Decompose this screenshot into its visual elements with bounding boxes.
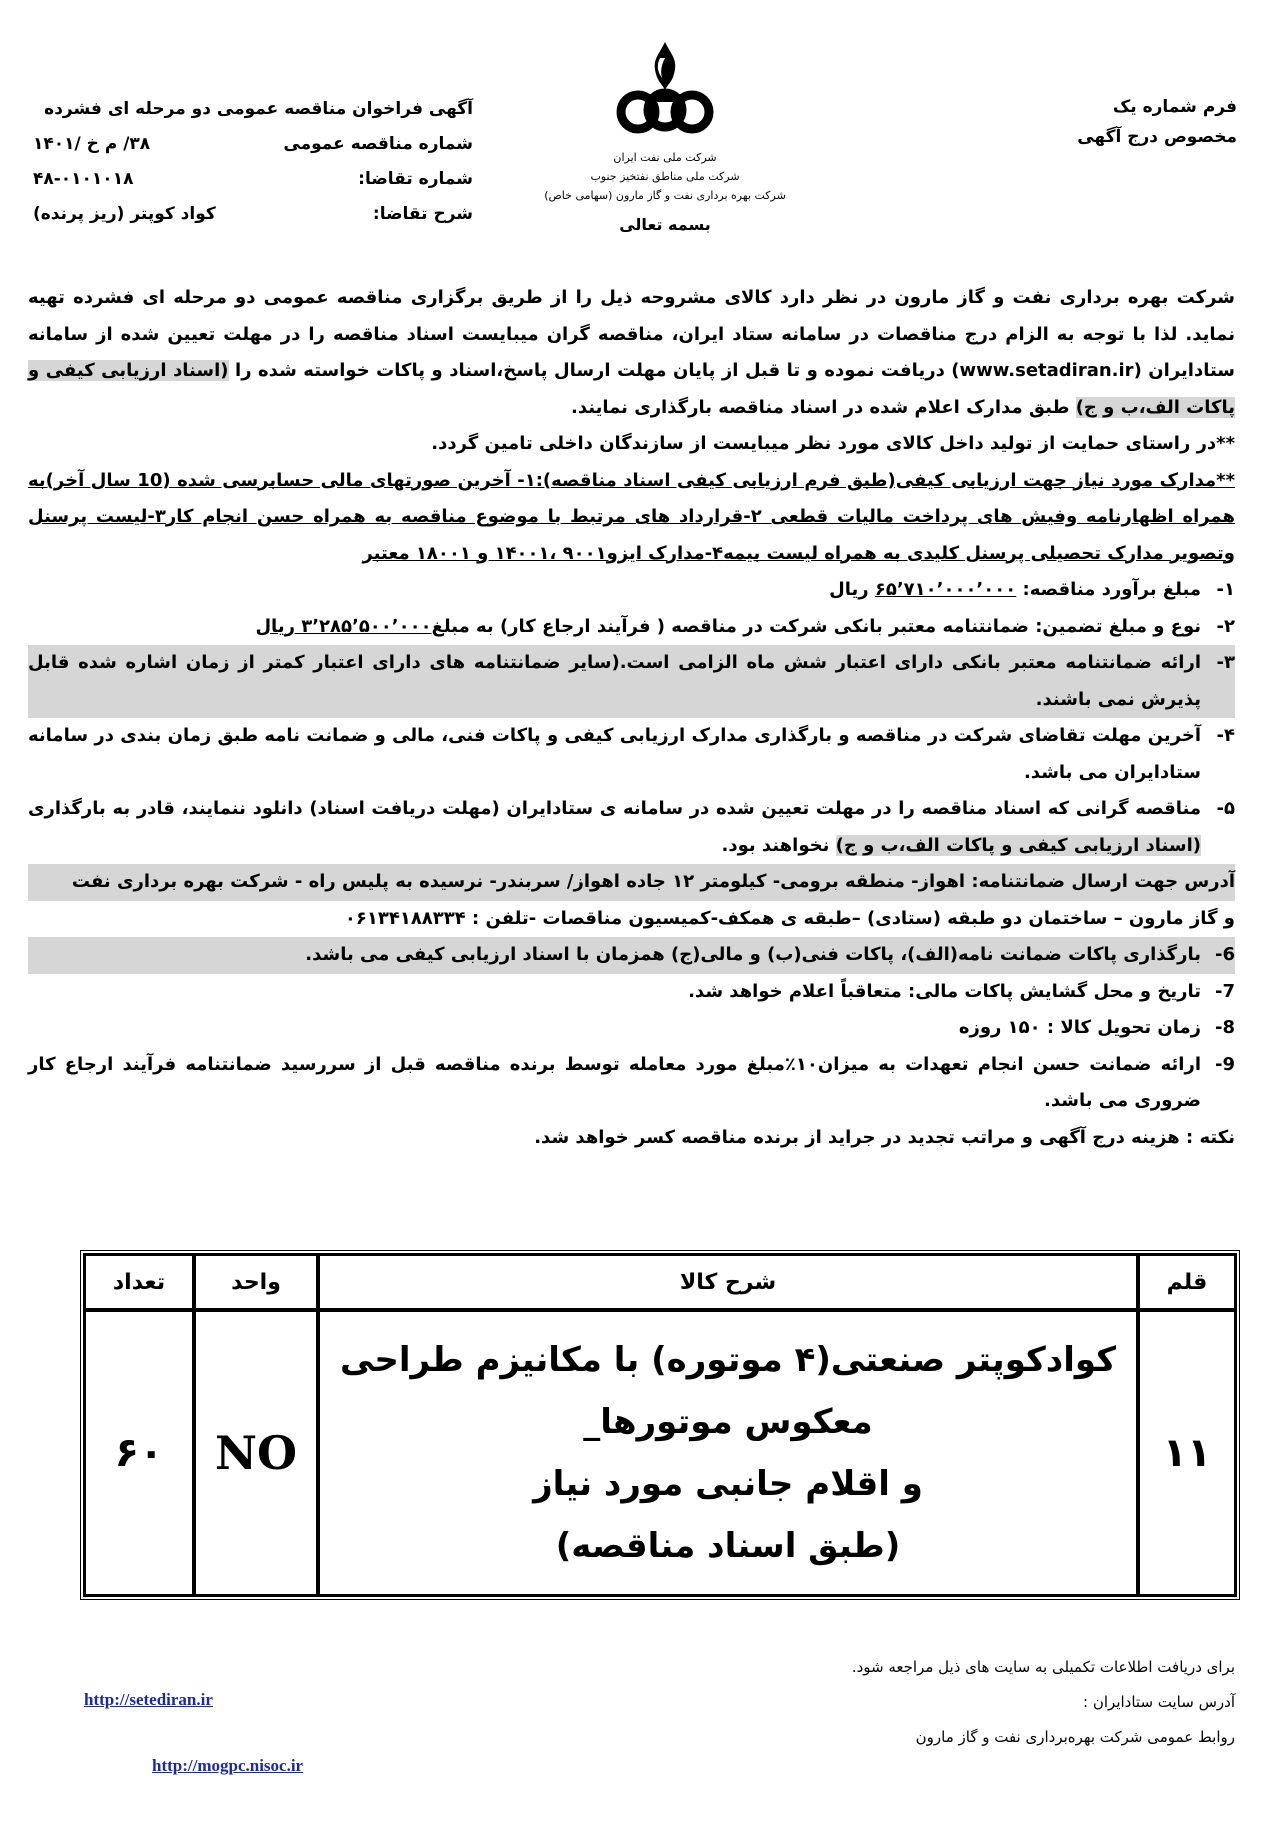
item-guarantee: ۲- نوع و مبلغ تضمین: ضمانتنامه معتبر بانکی شرکت در مناقصه ( فرآیند ارجاع کار) به مبلغ۳٬۲۸۵٬۵۰۰٬۰۰۰ ریال [255,615,1235,637]
cost-note: نکته : هزینه درج آگهی و مراتب تجدید در جراید از برنده مناقصه کسر خواهد شد. [534,1126,1235,1148]
request-desc-label: شرح تقاضا: [372,204,473,224]
notice-body [28,280,1235,1156]
item-estimate: ۱- مبلغ برآورد مناقصه: ۶۵٬۷۱۰٬۰۰۰٬۰۰۰ ریال [829,579,1235,600]
col-qty: تعداد [84,1254,194,1310]
estimate-amount: ۶۵٬۷۱۰٬۰۰۰٬۰۰۰ [874,579,1017,600]
table-row [84,1310,1236,1596]
setadiran-site: www.setadiran.ir [959,360,1134,381]
row-desc: کوادکوپتر صنعتی(۴ موتوره) با مکانیزم طراحی معکوس موتورها_ و اقلام جانبی مورد نیاز (طبق اسناد مناقصه) [318,1310,1138,1596]
item-opening: 7- تاریخ و محل گشایش پاکات مالی: متعاقباً اعلام خواهد شد. [688,980,1235,1002]
company-name-1: شرکت ملی نفت ایران [613,151,717,164]
goods-table [80,1250,1240,1600]
form-number: فرم شماره یک [1112,97,1237,117]
mogpc-link[interactable]: http://mogpc.nisoc.ir [152,1756,304,1775]
col-desc: شرح کالا [318,1254,1138,1310]
nioc-logo-icon [610,38,720,138]
item-upload: 6- بارگذاری پاکات ضمانت نامه(الف)، پاکات فنی(ب) و مالی(ج) همزمان با اسناد ارزیابی کیفی می باشد. [28,937,1235,974]
request-number: ۴۸-۰۱۰۱۰۱۸ [33,169,134,189]
intro-paragraph: شرکت بهره برداری نفت و گاز مارون در نظر دارد کالای مشروحه ذیل را از طریق برگزاری مناقصه عمومی دو مرحله ای فشرده تهیه نماید. لذا با توجه به الزام درج مناقصات در سامانه ستاد ایران، مناقصه گران میبایست اسناد مناقصه را در مهلت تعیین شده از سامانه ستادایران (www.setadiran.ir) دریافت نموده و تا قبل از پایان مهلت ارسال پاسخ،اسناد و پاکات خواسته شده را (اسناد ارزیابی کیفی و پاکات الف،ب و ج) طبق مدارک اعلام شده در اسناد مناقصه بارگذاری نمایند. [28,287,1235,418]
company-name-2: شرکت ملی مناطق نفتخیز جنوب [590,170,740,183]
row-qty: ۶۰ [84,1310,194,1596]
tender-header [33,92,473,232]
address-line-2: و گاز مارون – ساختمان دو طبقه (ستادی) –طبقه ی همکف-کمیسیون مناقصات -تلفن : ۰۶۱۳۴۱۸۸۳۳۴ [344,907,1235,929]
evaluation-docs-highlight: (اسناد ارزیابی کیفی و پاکات الف،ب و ج) [28,360,1235,418]
item-guarantee-validity: ۳- ارائه ضمانتنامه معتبر بانکی دارای اعتبار شش ماه الزامی است.(سایر ضمانتنامه های دارای اعتبار کمتر از زمان اشاره شده قابل پذیرش نمی باشند. [28,645,1235,718]
notice-title: آگهی فراخوان مناقصه عمومی دو مرحله ای فشرده [44,99,473,119]
footer-line-2: آدرس سایت ستادایران : [1083,1693,1235,1711]
item-deadline: ۴- آخرین مهلت تقاضای شرکت در مناقصه و بارگذاری مدارک ارزیابی کیفی و پاکات فنی، مالی و ضمانت نامه طبق زمان بندی در سامانه ستادایران می باشد. [28,725,1235,783]
col-item: قلم [1138,1254,1236,1310]
footer-line-1: برای دریافت اطلاعات تکمیلی به سایت های ذیل مراجعه شود. [851,1658,1235,1676]
row-unit: NO [194,1310,318,1596]
footer-line-3: روابط عمومی شرکت بهره‌برداری نفت و گاز مارون [915,1728,1235,1746]
tender-number: ۳۸/ م خ /۱۴۰۱ [33,134,151,154]
footer-info [735,1650,1235,1755]
item-delivery: 8- زمان تحویل کالا : ۱۵۰ روزه [958,1017,1235,1038]
item-download: ۵- مناقصه گرانی که اسناد مناقصه را در مهلت تعیین شده در سامانه ی ستادایران (مهلت دریافت اسناد) دانلود ننمایند، قادر به بارگذاری (اسناد ارزیابی کیفی و پاکات الف،ب و ج) نخواهند بود. [28,798,1235,856]
guarantee-amount: ۳٬۲۸۵٬۵۰۰٬۰۰۰ ریال [255,615,432,637]
bismillah: بسمه تعالی [619,215,711,234]
form-info [977,92,1237,152]
request-number-label: شماره تقاضا: [358,169,473,189]
address-line-1: آدرس جهت ارسال ضمانتنامه: اهواز- منطقه برومی- کیلومتر ۱۲ جاده اهواز/ سربندر- نرسیده به پلیس راه - شرکت بهره برداری نفت [28,864,1235,901]
company-name-3: شرکت بهره برداری نفت و گاز مارون (سهامی خاص) [544,189,786,202]
col-unit: واحد [194,1254,318,1310]
setediran-link[interactable]: http://setediran.ir [84,1690,213,1709]
company-block [525,38,805,234]
item-performance-bond: 9- ارائه ضمانت حسن انجام تعهدات به میزان۱۰٪مبلغ مورد معامله توسط برنده مناقصه قبل از سررسید ضمانتنامه فرآیند ارجاع کار ضروری می باشد. [28,1053,1235,1111]
tender-number-label: شماره مناقصه عمومی [283,134,473,154]
required-docs-note: **مدارک مورد نیاز جهت ارزیابی کیفی(طبق فرم ارزیابی کیفی اسناد مناقصه):۱- آخرین صورتهای مالی حسابرسی شده (10 سال آخر)به همراه اظهارنامه وفیش های پرداخت مالیات قطعی ۲-قرارداد های مرتبط با موضوع مناقصه به همراه حسن انجام کار۳-لیست پرسنل وتصویر مدارک تحصیلی پرسنل کلیدی به همراه لیست بیمه۴-مدارک ایزو۹۰۰۱ ،۱۴۰۰۱ و ۱۸۰۰۱ معتبر [28,469,1236,564]
row-item: ۱۱ [1138,1310,1236,1596]
domestic-support-note: **در راستای حمایت از تولید داخل کالای مورد نظر میبایست از سازندگان داخلی تامین گردد. [431,433,1235,454]
form-purpose: مخصوص درج آگهی [1077,127,1237,147]
request-desc: کواد کوپتر (ریز پرنده) [33,204,216,224]
table-header-row [84,1254,1236,1310]
